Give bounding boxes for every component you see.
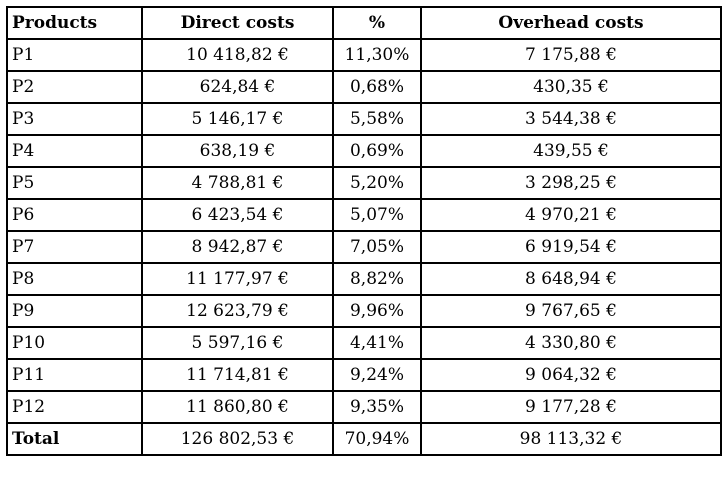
table-row [7,231,721,263]
overhead-cost-cell: 8 648,94 € [421,263,721,295]
percent-cell: 8,82% [333,263,421,295]
overhead-cost-cell: 430,35 € [421,71,721,103]
percent-cell: 11,30% [333,39,421,71]
table-row [7,135,721,167]
product-cell: P9 [7,295,142,327]
percent-cell: 7,05% [333,231,421,263]
direct-cost-cell: 5 146,17 € [142,103,333,135]
percent-cell: 0,69% [333,135,421,167]
product-cell: P2 [7,71,142,103]
direct-cost-cell: 4 788,81 € [142,167,333,199]
percent-cell: 0,68% [333,71,421,103]
product-cell: P10 [7,327,142,359]
overhead-cost-cell: 3 544,38 € [421,103,721,135]
total-percent: 70,94% [333,423,421,455]
overhead-cost-cell: 4 330,80 € [421,327,721,359]
table-row [7,263,721,295]
direct-cost-cell: 5 597,16 € [142,327,333,359]
table-row [7,327,721,359]
overhead-cost-cell: 4 970,21 € [421,199,721,231]
total-row [7,423,721,455]
direct-cost-cell: 10 418,82 € [142,39,333,71]
table-row [7,295,721,327]
total-overhead-costs: 98 113,32 € [421,423,721,455]
overhead-cost-cell: 9 177,28 € [421,391,721,423]
total-direct-costs: 126 802,53 € [142,423,333,455]
overhead-cost-cell: 9 064,32 € [421,359,721,391]
header-percent: % [333,7,421,39]
direct-cost-cell: 11 714,81 € [142,359,333,391]
product-cell: P7 [7,231,142,263]
header-products: Products [7,7,142,39]
percent-cell: 5,07% [333,199,421,231]
header-overhead-costs: Overhead costs [421,7,721,39]
percent-cell: 4,41% [333,327,421,359]
direct-cost-cell: 11 860,80 € [142,391,333,423]
direct-cost-cell: 8 942,87 € [142,231,333,263]
percent-cell: 5,20% [333,167,421,199]
product-cell: P5 [7,167,142,199]
overhead-cost-cell: 6 919,54 € [421,231,721,263]
total-label: Total [7,423,142,455]
product-cell: P6 [7,199,142,231]
table-row [7,391,721,423]
table-row [7,71,721,103]
product-cell: P4 [7,135,142,167]
product-cell: P8 [7,263,142,295]
direct-cost-cell: 624,84 € [142,71,333,103]
direct-cost-cell: 11 177,97 € [142,263,333,295]
table-row [7,359,721,391]
header-row [7,7,721,39]
overhead-cost-cell: 3 298,25 € [421,167,721,199]
table-body [7,39,721,423]
direct-cost-cell: 6 423,54 € [142,199,333,231]
table-row [7,167,721,199]
product-cell: P1 [7,39,142,71]
direct-cost-cell: 638,19 € [142,135,333,167]
table-row [7,103,721,135]
table-row [7,199,721,231]
product-cell: P3 [7,103,142,135]
percent-cell: 5,58% [333,103,421,135]
percent-cell: 9,24% [333,359,421,391]
overhead-cost-cell: 439,55 € [421,135,721,167]
product-cell: P11 [7,359,142,391]
percent-cell: 9,96% [333,295,421,327]
table-row [7,39,721,71]
cost-table [6,6,722,456]
product-cell: P12 [7,391,142,423]
overhead-cost-cell: 7 175,88 € [421,39,721,71]
percent-cell: 9,35% [333,391,421,423]
header-direct-costs: Direct costs [142,7,333,39]
overhead-cost-cell: 9 767,65 € [421,295,721,327]
direct-cost-cell: 12 623,79 € [142,295,333,327]
